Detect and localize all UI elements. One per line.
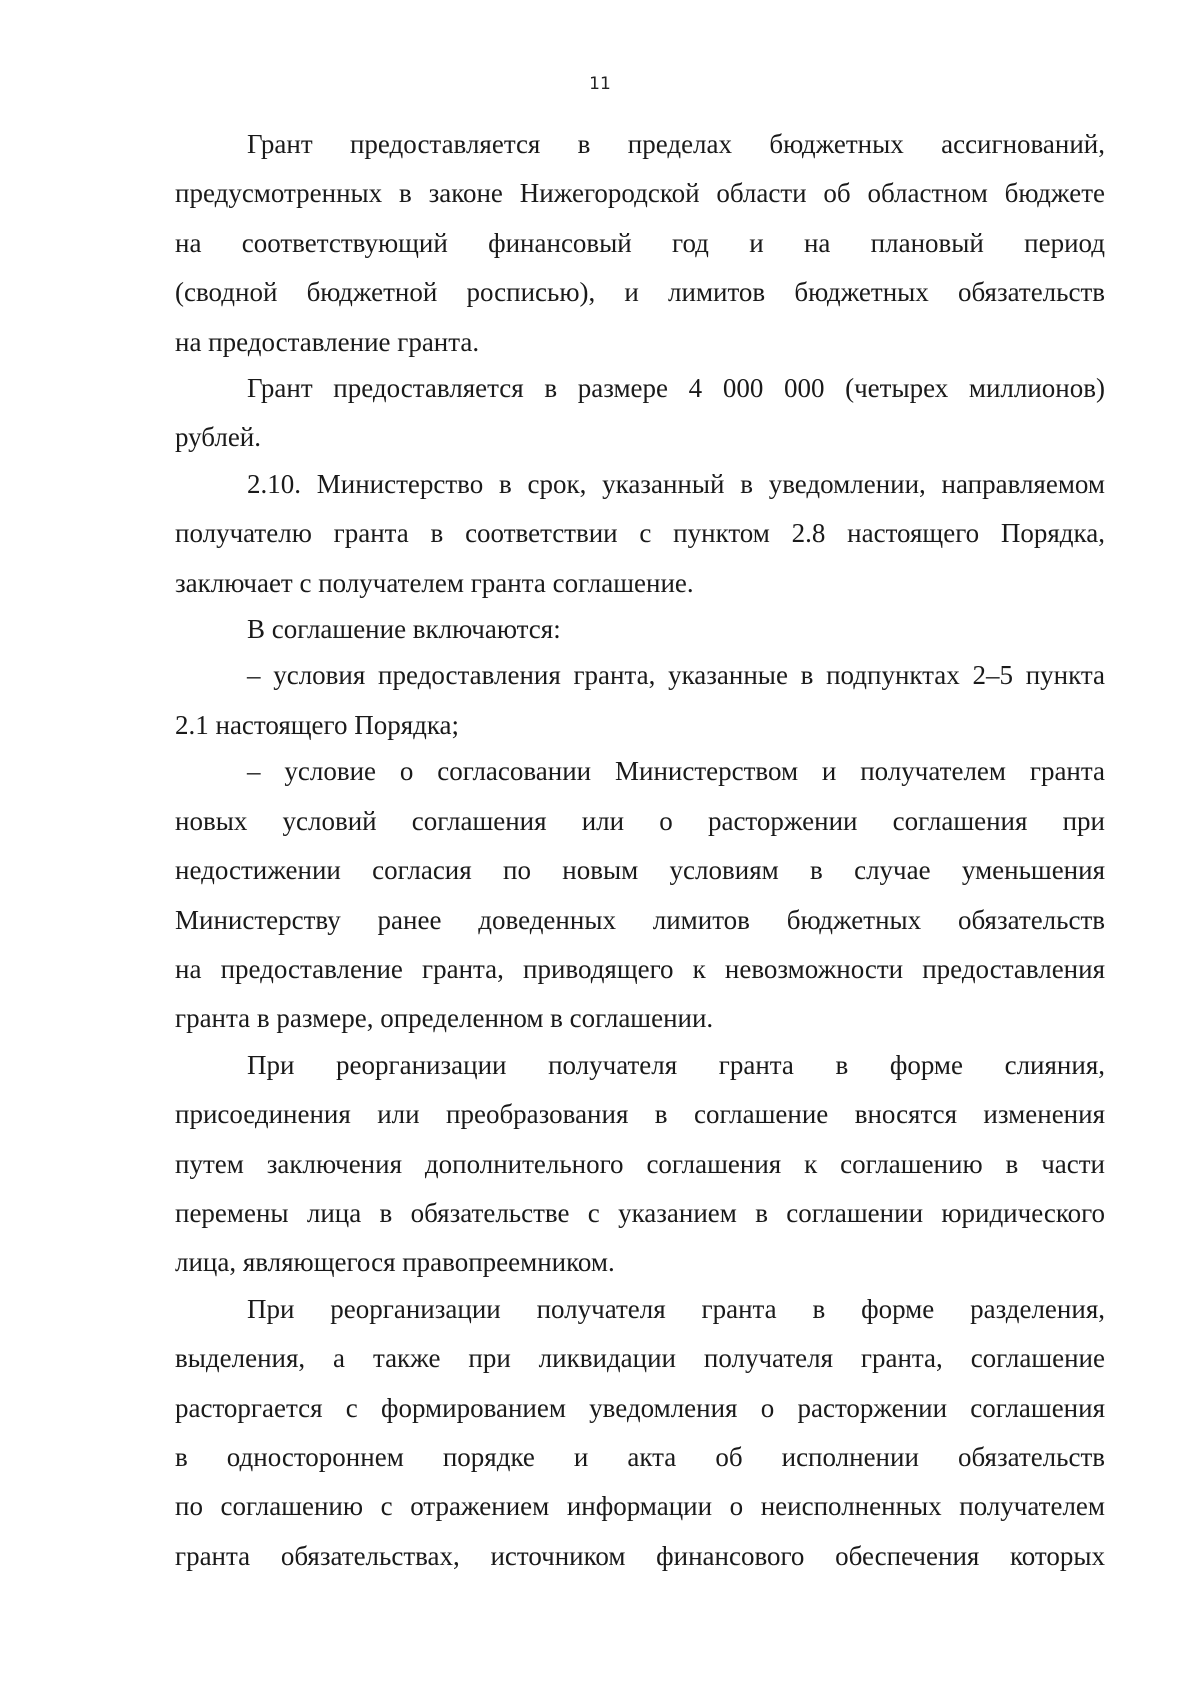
- text-line: заключает с получателем гранта соглашение.: [175, 567, 694, 598]
- text-line: в одностороннем порядке и акта об исполнении обязательств: [175, 1441, 1105, 1472]
- paragraph: [175, 747, 1105, 1043]
- text-line: лица, являющегося правопреемником.: [175, 1247, 615, 1278]
- text-line: При реорганизации получателя гранта в форме слияния,: [247, 1049, 1105, 1080]
- paragraph: [175, 364, 1105, 463]
- paragraph: [175, 460, 1105, 608]
- text-line: расторгается с формированием уведомления о расторжении соглашения: [175, 1392, 1105, 1423]
- text-line: путем заключения дополнительного соглашения к соглашению в части: [175, 1148, 1105, 1179]
- text-line: Грант предоставляется в пределах бюджетных ассигнований,: [247, 129, 1105, 159]
- text-line: Грант предоставляется в размере 4 000 000 (четырех миллионов): [247, 373, 1105, 404]
- text-line: предусмотренных в законе Нижегородской области об областном бюджете: [175, 178, 1105, 209]
- paragraph: [175, 1285, 1105, 1581]
- text-line: рублей.: [175, 422, 262, 453]
- text-line: на соответствующий финансовый год и на плановый период: [175, 227, 1105, 258]
- text-line: недостижении согласия по новым условиям в случае уменьшения: [175, 855, 1105, 886]
- text-line: на предоставление гранта, приводящего к невозможности предоставления: [175, 953, 1105, 984]
- text-line: присоединения или преобразования в соглашение вносятся изменения: [175, 1099, 1105, 1130]
- paragraph: [175, 651, 1105, 750]
- text-line: 2.1 настоящего Порядка;: [175, 709, 460, 740]
- paragraph: [175, 605, 1105, 654]
- paragraph: [175, 1041, 1105, 1288]
- text-line: 2.10. Министерство в срок, указанный в уведомлении, направляемом: [247, 468, 1105, 499]
- text-line: – условие о согласовании Министерством и получателем гранта: [247, 756, 1105, 787]
- text-line: – условия предоставления гранта, указанные в подпунктах 2–5 пункта: [247, 660, 1105, 691]
- text-line: по соглашению с отражением информации о неисполненных получателем: [175, 1491, 1105, 1522]
- text-line: При реорганизации получателя гранта в форме разделения,: [247, 1293, 1105, 1324]
- paragraph: [175, 120, 1105, 367]
- document-body: [175, 120, 1105, 1581]
- page-number: 11: [589, 74, 611, 94]
- text-line: выделения, а также при ликвидации получателя гранта, соглашение: [175, 1343, 1105, 1374]
- text-line: новых условий соглашения или о расторжении соглашения при: [175, 805, 1105, 836]
- text-line: перемены лица в обязательстве с указанием в соглашении юридического: [175, 1197, 1105, 1228]
- text-line: на предоставление гранта.: [175, 326, 480, 357]
- text-line: гранта в размере, определенном в соглашении.: [175, 1003, 714, 1034]
- text-line: Министерству ранее доведенных лимитов бюджетных обязательств: [175, 904, 1105, 935]
- text-line: гранта обязательствах, источником финансового обеспечения которых: [175, 1540, 1105, 1571]
- text-line: получателю гранта в соответствии с пунктом 2.8 настоящего Порядка,: [175, 518, 1105, 549]
- text-line: В соглашение включаются:: [247, 614, 561, 645]
- text-line: (сводной бюджетной росписью), и лимитов бюджетных обязательств: [175, 277, 1105, 308]
